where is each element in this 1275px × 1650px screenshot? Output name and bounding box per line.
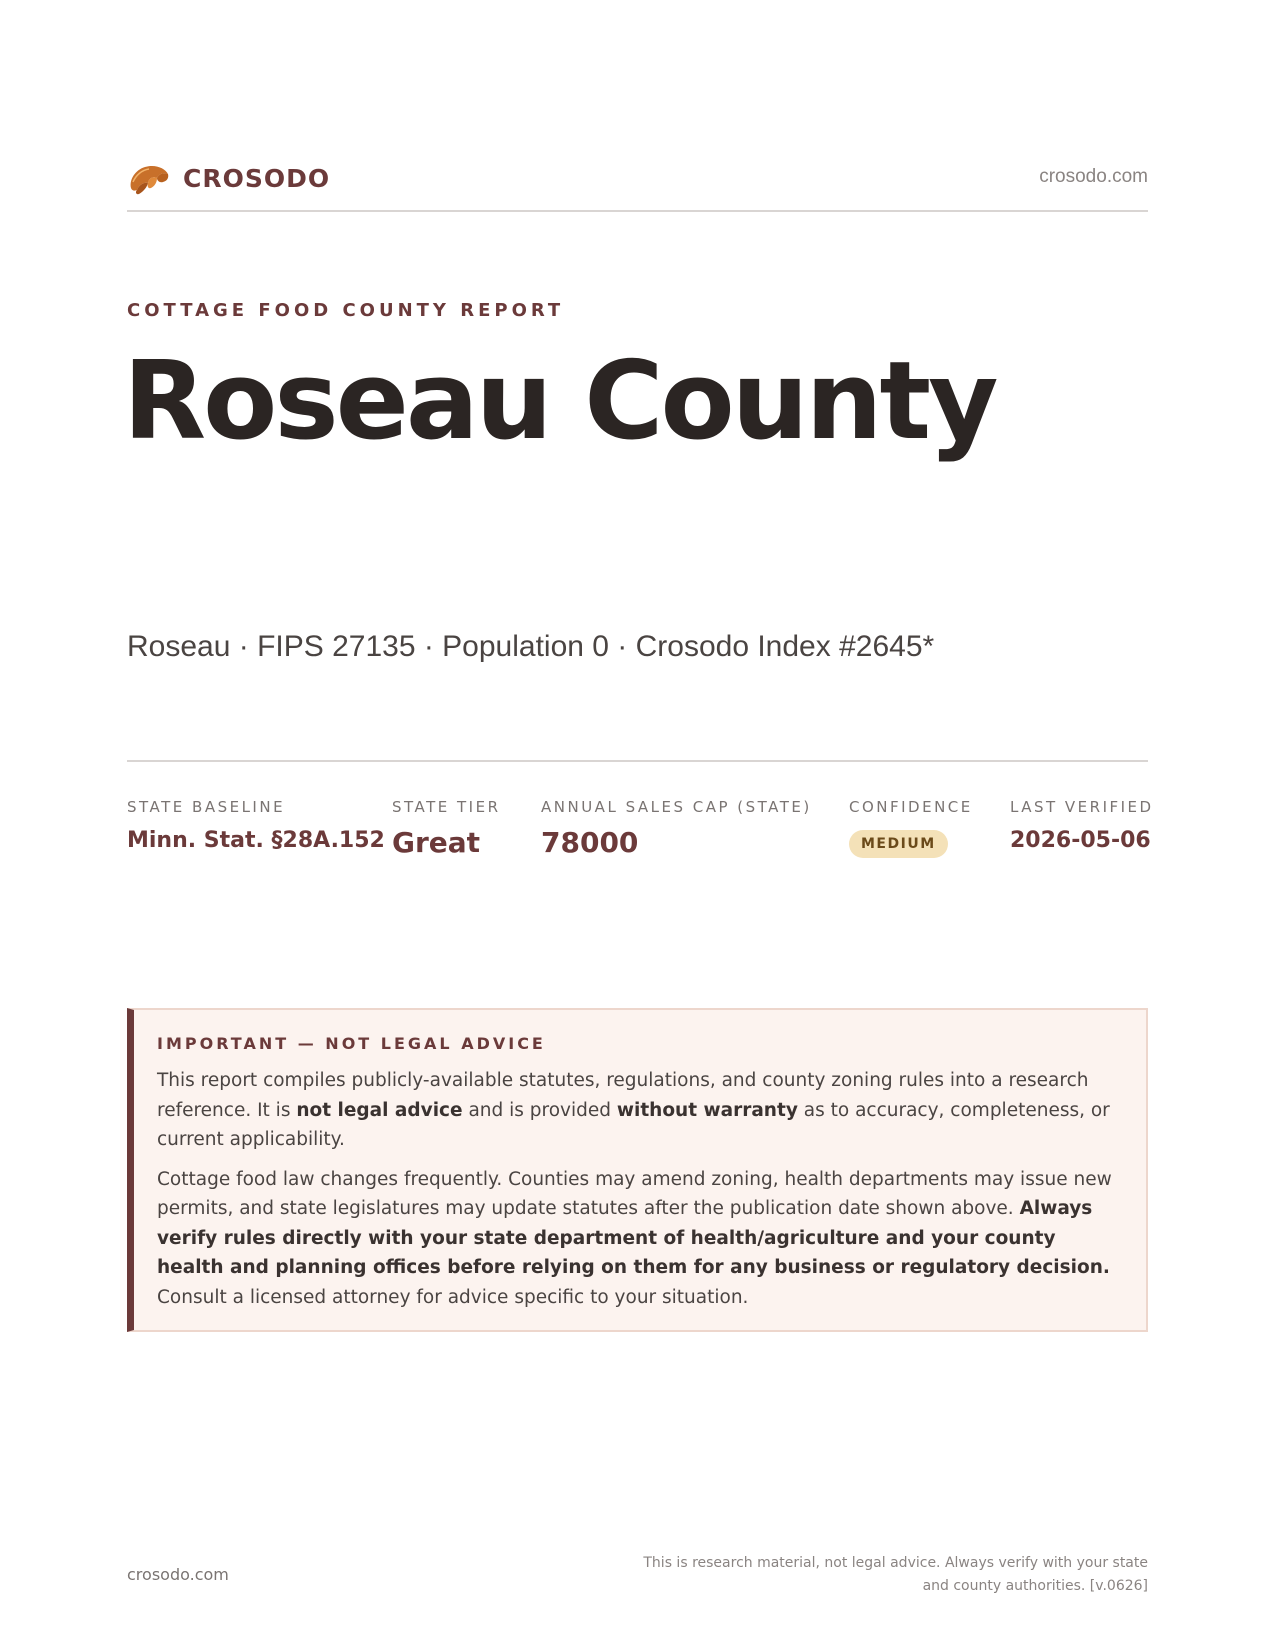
- legal-notice: [127, 1008, 1148, 1332]
- report-page: [123, 0, 1154, 1650]
- notice-text: as to accuracy, completeness, or current applicability.: [157, 1099, 1110, 1150]
- notice-emphasis: Always verify rules directly with your state department of health/agriculture and your county health and planning offices before relying on them for any business or regulatory decision.: [157, 1198, 1110, 1278]
- fact-state-baseline: [127, 798, 385, 853]
- notice-text: Cottage food law changes frequently. Counties may amend zoning, health departments may issue new permits, and state legislatures may update statutes after the publication date shown above.: [157, 1168, 1112, 1219]
- fact-confidence: [849, 798, 973, 858]
- fact-annual-sales-cap: [541, 798, 812, 859]
- confidence-badge: MEDIUM: [849, 830, 948, 858]
- footer-site-url[interactable]: crosodo.com: [127, 1565, 229, 1584]
- county-subtitle: Roseau · FIPS 27135 · Population 0 · Crosodo Index #2645*: [127, 630, 935, 663]
- croissant-icon: [127, 158, 171, 198]
- notice-emphasis: without warranty: [616, 1099, 798, 1121]
- notice-paragraph: [157, 1165, 1127, 1313]
- fact-label: STATE TIER: [392, 798, 501, 816]
- fact-label: CONFIDENCE: [849, 798, 973, 816]
- fact-state-tier: [392, 798, 501, 859]
- footer-disclaimer-line: This is research material, not legal advice. Always verify with your state: [643, 1555, 1148, 1571]
- brand[interactable]: [127, 158, 330, 198]
- facts-row: [127, 798, 1154, 878]
- notice-text: and is provided: [462, 1099, 617, 1121]
- fact-value: 2026-05-06: [1010, 828, 1151, 853]
- notice-text: This report compiles publicly-available statutes, regulations, and county zoning rules into a research reference. It is: [157, 1070, 1089, 1121]
- header-divider: [127, 210, 1148, 212]
- fact-label: LAST VERIFIED: [1010, 798, 1154, 816]
- page-title: Roseau County: [123, 339, 996, 464]
- footer-disclaimer: [628, 1552, 1148, 1598]
- notice-text: Consult a licensed attorney for advice specific to your situation.: [157, 1286, 749, 1308]
- fact-value: 78000: [541, 826, 639, 859]
- fact-label: STATE BASELINE: [127, 798, 286, 816]
- fact-value: Minn. Stat. §28A.152: [127, 828, 385, 853]
- site-url-link[interactable]: crosodo.com: [1039, 166, 1148, 187]
- page-header: [127, 158, 1148, 206]
- report-eyebrow: COTTAGE FOOD COUNTY REPORT: [127, 300, 565, 321]
- notice-body: [157, 1066, 1127, 1322]
- notice-emphasis: not legal advice: [296, 1099, 463, 1121]
- notice-paragraph: [157, 1066, 1127, 1155]
- fact-value: Great: [392, 826, 481, 859]
- brand-name: CROSODO: [183, 163, 331, 193]
- notice-title: IMPORTANT — NOT LEGAL ADVICE: [157, 1034, 546, 1053]
- fact-last-verified: [1010, 798, 1154, 853]
- fact-label: ANNUAL SALES CAP (STATE): [541, 798, 812, 816]
- section-divider: [127, 760, 1148, 762]
- footer-disclaimer-line: and county authorities. [v.0626]: [922, 1578, 1148, 1594]
